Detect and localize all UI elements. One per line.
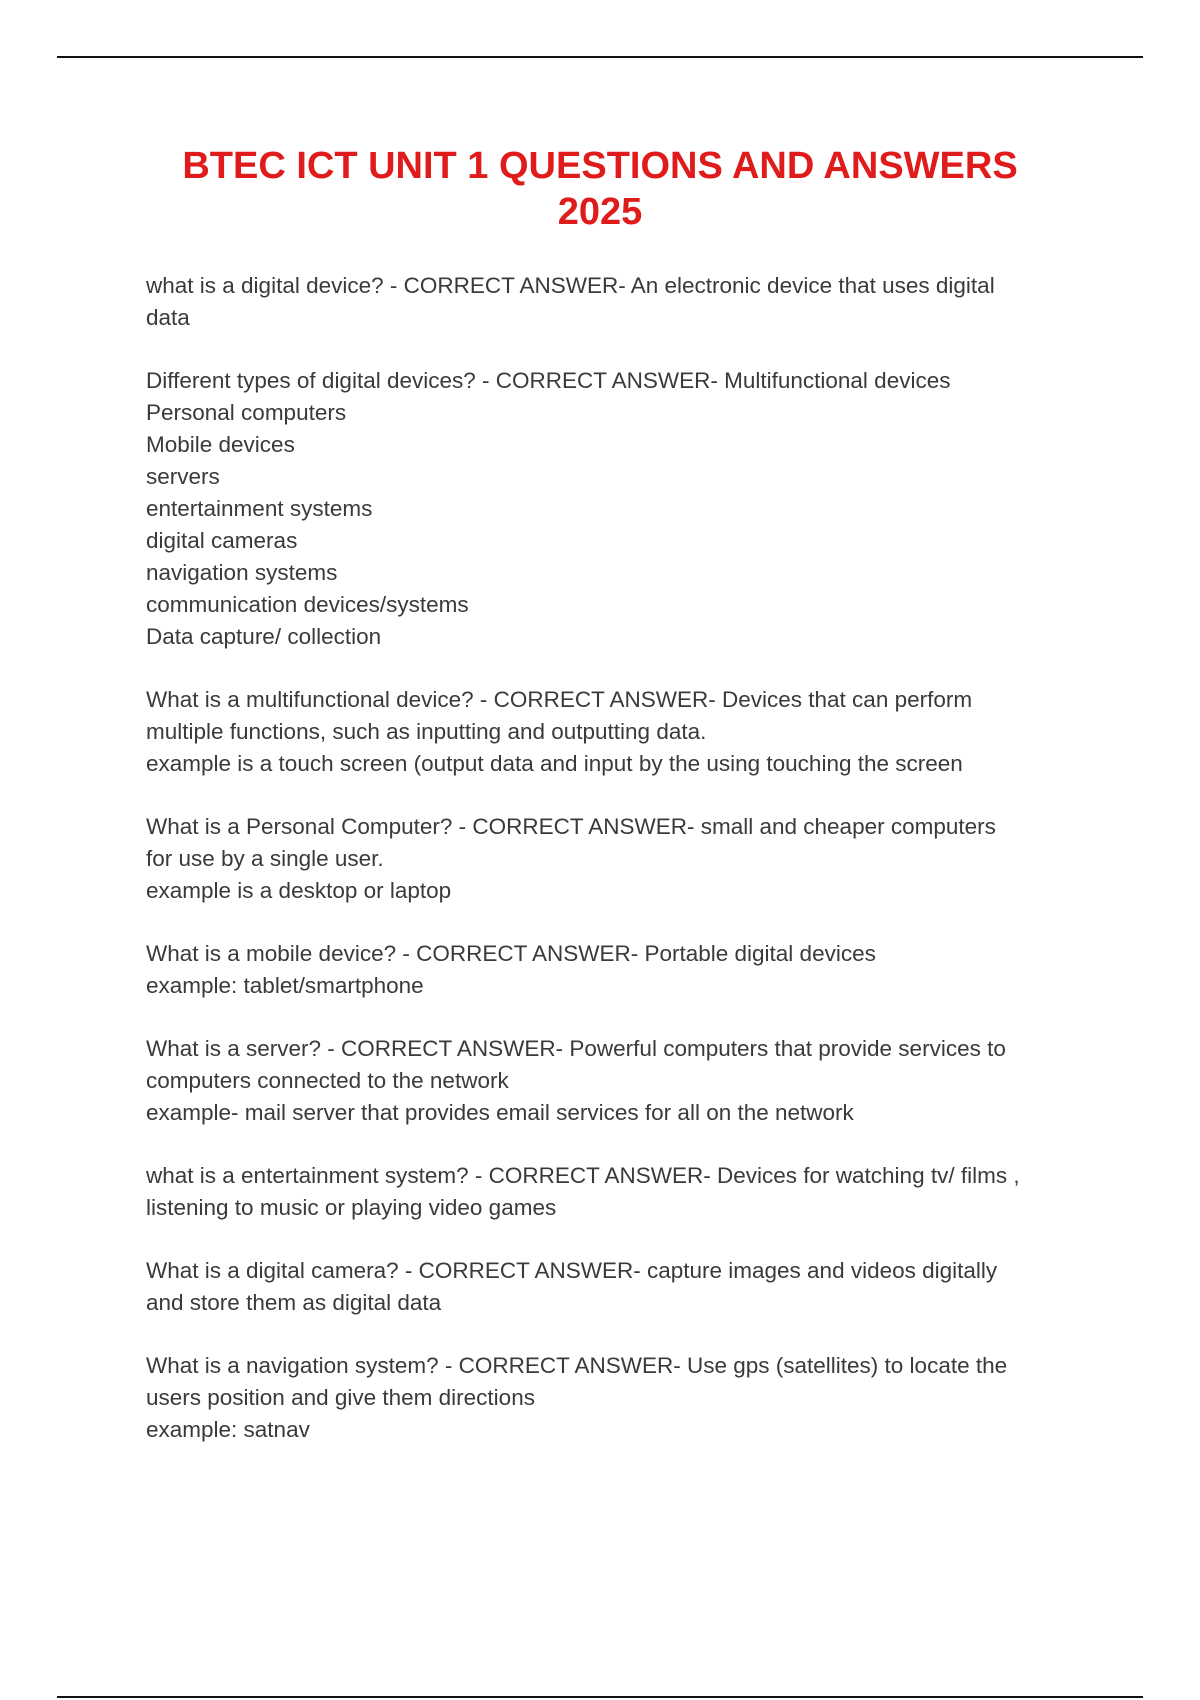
qa-line: example: satnav — [146, 1417, 310, 1442]
qa-line: Different types of digital devices? - CORRECT ANSWER- Multifunctional devices — [146, 368, 951, 393]
qa-line: What is a navigation system? - CORRECT ANSWER- Use gps (satellites) to locate the — [146, 1353, 1008, 1378]
qa-line: for use by a single user. — [146, 846, 384, 871]
qa-item-entertainment-system — [146, 1160, 1096, 1224]
qa-list — [146, 270, 1096, 1477]
page-title-line-1: BTEC ICT UNIT 1 QUESTIONS AND ANSWERS — [182, 145, 1018, 187]
qa-item-navigation-system — [146, 1350, 1096, 1446]
qa-item-mobile-device — [146, 938, 1096, 1002]
qa-line: multiple functions, such as inputting and outputting data. — [146, 719, 707, 744]
qa-line: listening to music or playing video games — [146, 1195, 557, 1220]
qa-line: What is a multifunctional device? - CORRECT ANSWER- Devices that can perform — [146, 687, 973, 712]
qa-line: and store them as digital data — [146, 1290, 442, 1315]
qa-line: example is a desktop or laptop — [146, 878, 452, 903]
qa-line: example is a touch screen (output data and input by the using touching the screen — [146, 751, 963, 776]
qa-line: what is a digital device? - CORRECT ANSWER- An electronic device that uses digital — [146, 273, 995, 298]
qa-line: What is a server? - CORRECT ANSWER- Powerful computers that provide services to — [146, 1036, 1006, 1061]
qa-line: What is a digital camera? - CORRECT ANSWER- capture images and videos digitally — [146, 1258, 998, 1283]
qa-line: Data capture/ collection — [146, 624, 382, 649]
qa-item-multifunctional-device — [146, 684, 1096, 780]
qa-line: what is a entertainment system? - CORRECT ANSWER- Devices for watching tv/ films , — [146, 1163, 1020, 1188]
qa-line: What is a Personal Computer? - CORRECT ANSWER- small and cheaper computers — [146, 814, 996, 839]
page-title — [100, 143, 1100, 235]
qa-line: Mobile devices — [146, 432, 295, 457]
qa-item-server — [146, 1033, 1096, 1129]
qa-line: servers — [146, 464, 220, 489]
qa-item-types-of-devices — [146, 365, 1096, 653]
top-divider — [57, 56, 1143, 58]
qa-line: communication devices/systems — [146, 592, 469, 617]
qa-line: entertainment systems — [146, 496, 373, 521]
page-title-line-2: 2025 — [557, 191, 643, 233]
qa-line: computers connected to the network — [146, 1068, 509, 1093]
qa-item-personal-computer — [146, 811, 1096, 907]
qa-item-digital-device — [146, 270, 1096, 334]
qa-item-digital-camera — [146, 1255, 1096, 1319]
qa-line: Personal computers — [146, 400, 347, 425]
bottom-divider — [57, 1696, 1143, 1698]
qa-line: example: tablet/smartphone — [146, 973, 424, 998]
qa-line: data — [146, 305, 190, 330]
qa-line: example- mail server that provides email services for all on the network — [146, 1100, 854, 1125]
qa-line: users position and give them directions — [146, 1385, 535, 1410]
qa-line: What is a mobile device? - CORRECT ANSWER- Portable digital devices — [146, 941, 876, 966]
qa-line: digital cameras — [146, 528, 298, 553]
qa-line: navigation systems — [146, 560, 338, 585]
